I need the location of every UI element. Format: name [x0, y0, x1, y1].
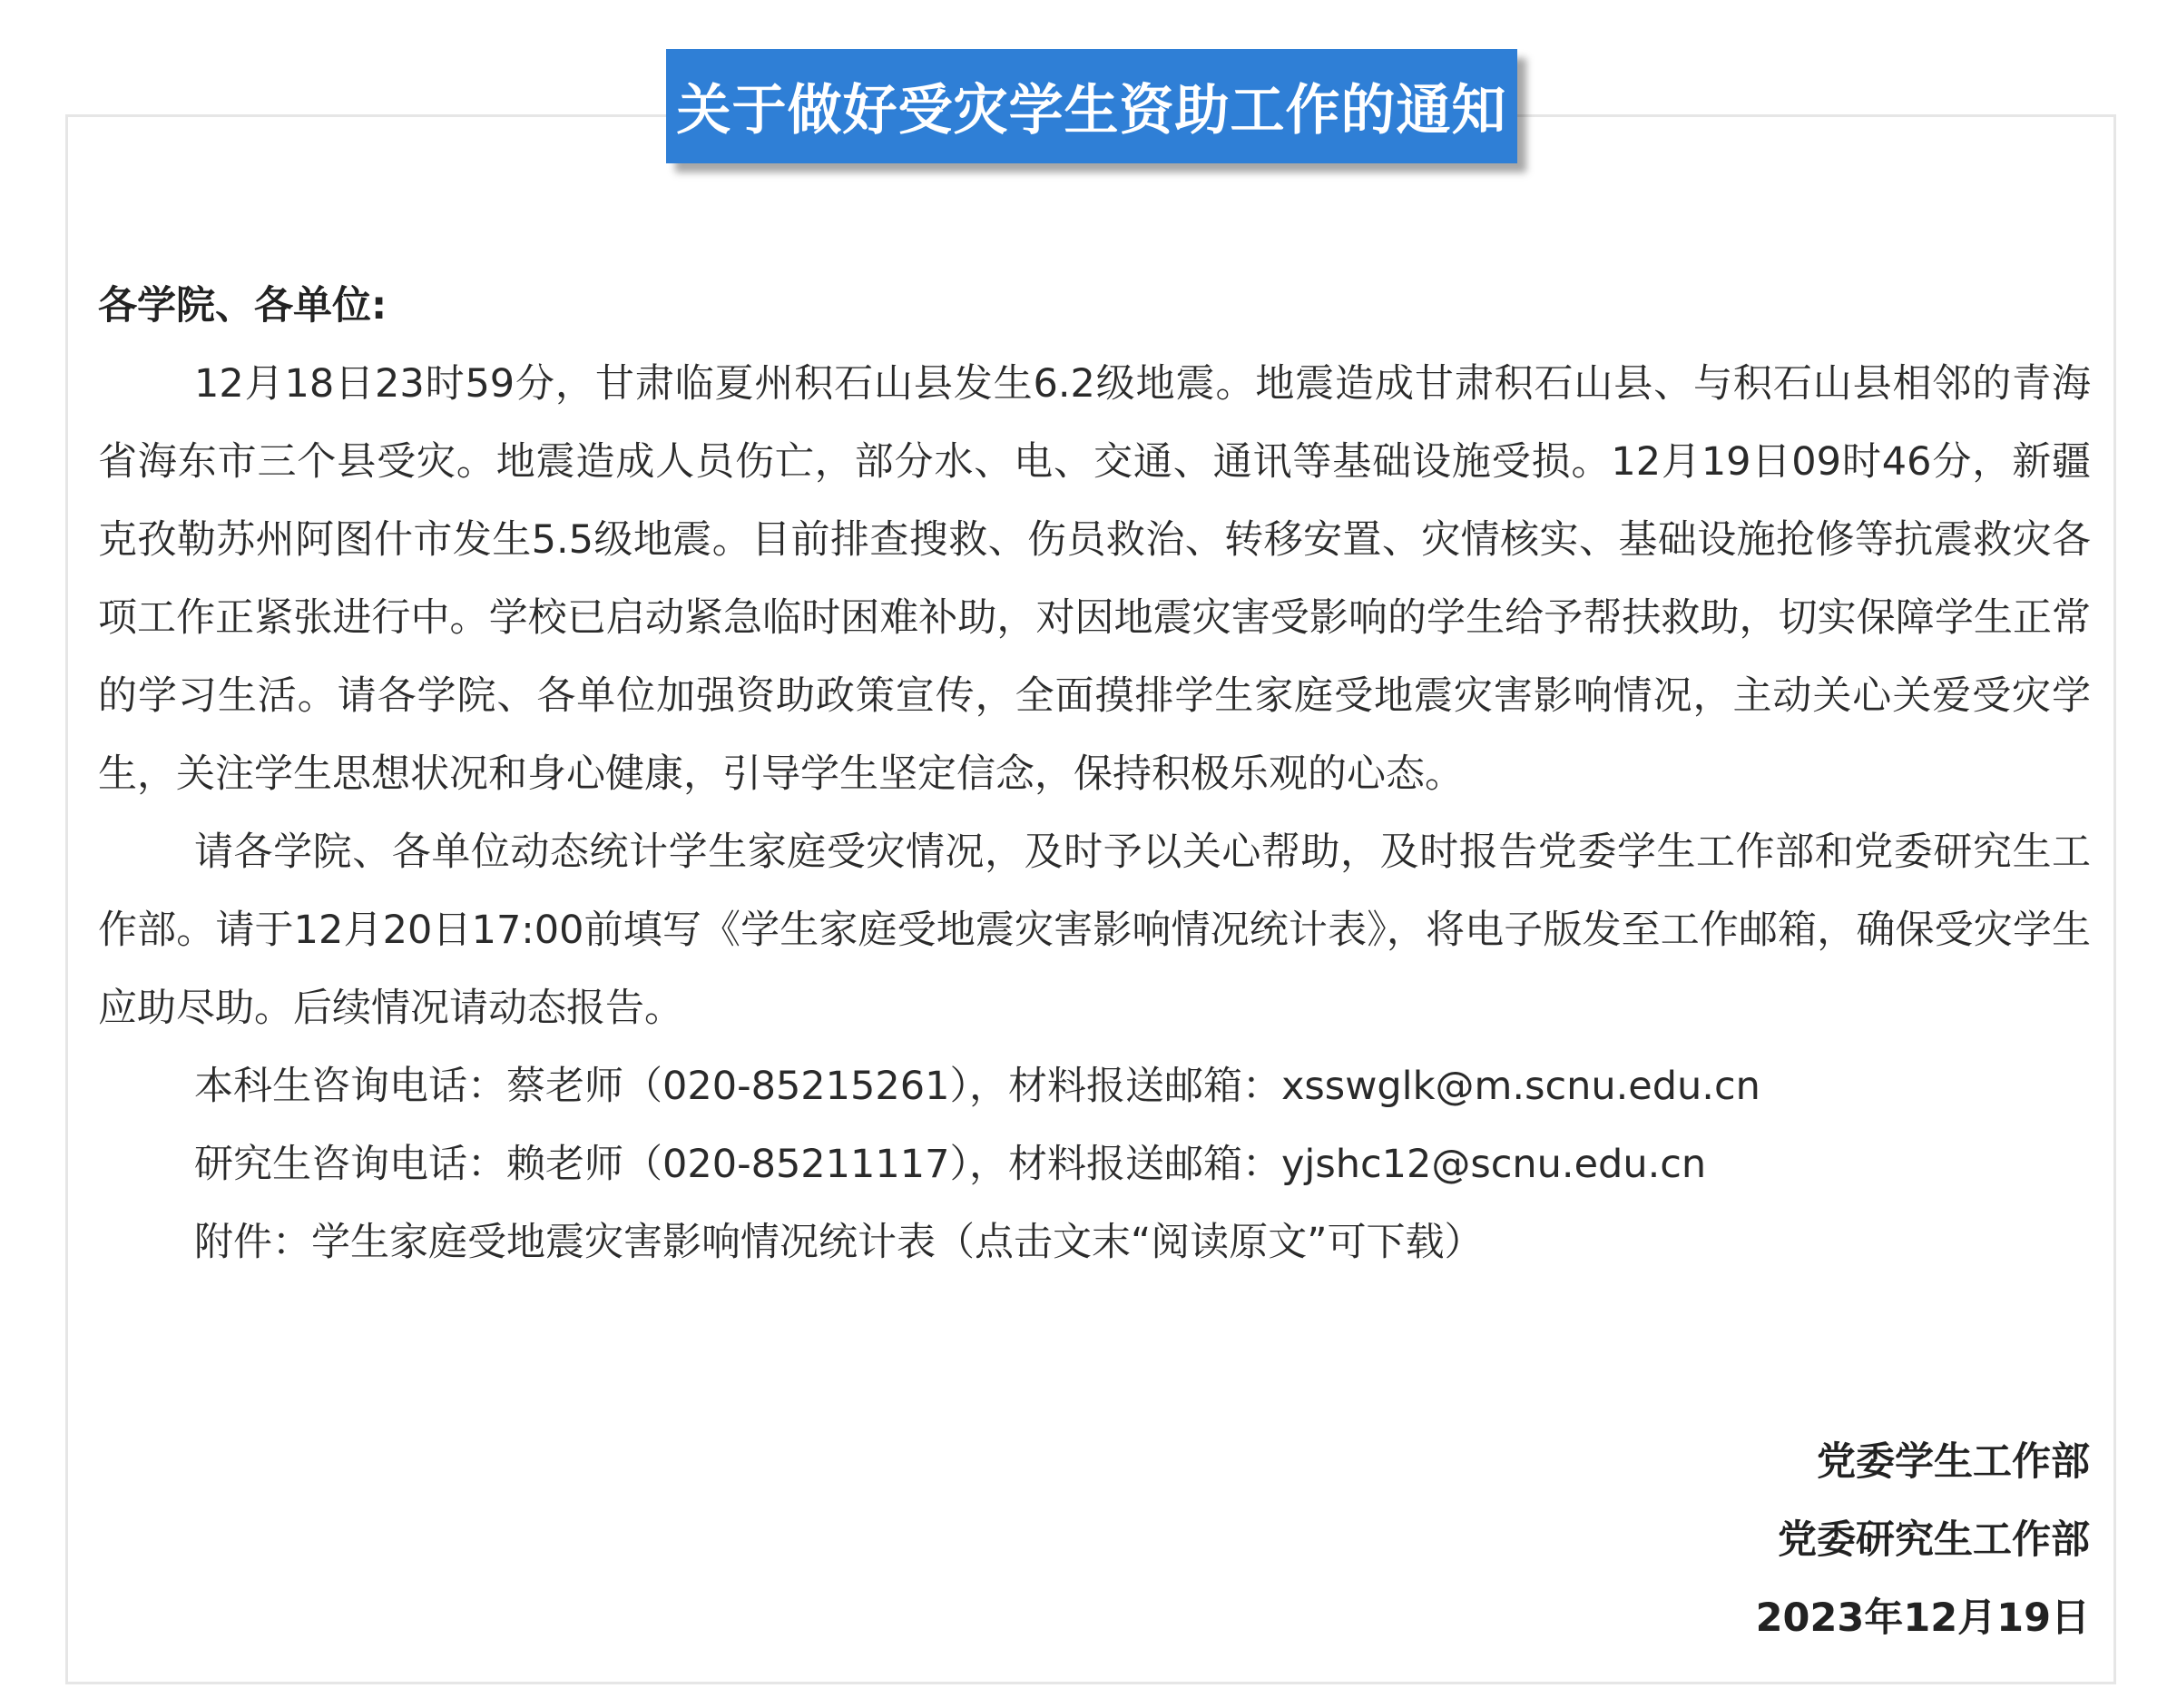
paragraph-earthquake: 12月18日23时59分，甘肃临夏州积石山县发生6.2级地震。地震造成甘肃积石山县、与积石山县相邻的青海省海东市三个县受灾。地震造成人员伤亡，部分水、电、交通、通讯等基础设施受损。12月19日09时46分，新疆克孜勒苏州阿图什市发生5.5级地震。目前排查搜救、伤员救治、转移安置、灾情核实、基础设施抢修等抗震救灾各项工作正紧张进行中。学校已启动紧急临时困难补助，对因地震灾害受影响的学生给予帮扶救助，切实保障学生正常的学习生活。请各学院、各单位加强资助政策宣传，全面摸排学生家庭受地震灾害影响情况，主动关心关爱受灾学生，关注学生思想状况和身心健康，引导学生坚定信念，保持积极乐观的心态。 — [98, 361, 2091, 797]
contact-graduate: 研究生咨询电话：赖老师（020-85211117），材料报送邮箱：yjshc12@scnu.edu.cn — [194, 1142, 1707, 1187]
signature-dept-graduate: 党委研究生工作部 — [1778, 1517, 2090, 1563]
salutation: 各学院、各单位: — [98, 283, 387, 329]
notice-body — [98, 267, 2091, 1281]
signature-block — [1756, 1423, 2090, 1657]
attachment-note: 附件：学生家庭受地震灾害影响情况统计表（点击文末“阅读原文”可下载） — [194, 1220, 1484, 1265]
paragraph-request: 请各学院、各单位动态统计学生家庭受灾情况，及时予以关心帮助，及时报告党委学生工作部和党委研究生工作部。请于12月20日17:00前填写《学生家庭受地震灾害影响情况统计表》，将电子版发至工作邮箱，确保受灾学生应助尽助。后续情况请动态报告。 — [98, 829, 2091, 1031]
contact-undergraduate: 本科生咨询电话：蔡老师（020-85215261），材料报送邮箱：xsswglk@m.scnu.edu.cn — [194, 1064, 1760, 1109]
title-banner — [666, 49, 1517, 163]
signature-date: 2023年12月19日 — [1755, 1595, 2090, 1641]
notice-title: 关于做好受灾学生资助工作的通知 — [676, 79, 1507, 142]
signature-dept-student: 党委学生工作部 — [1817, 1439, 2090, 1485]
